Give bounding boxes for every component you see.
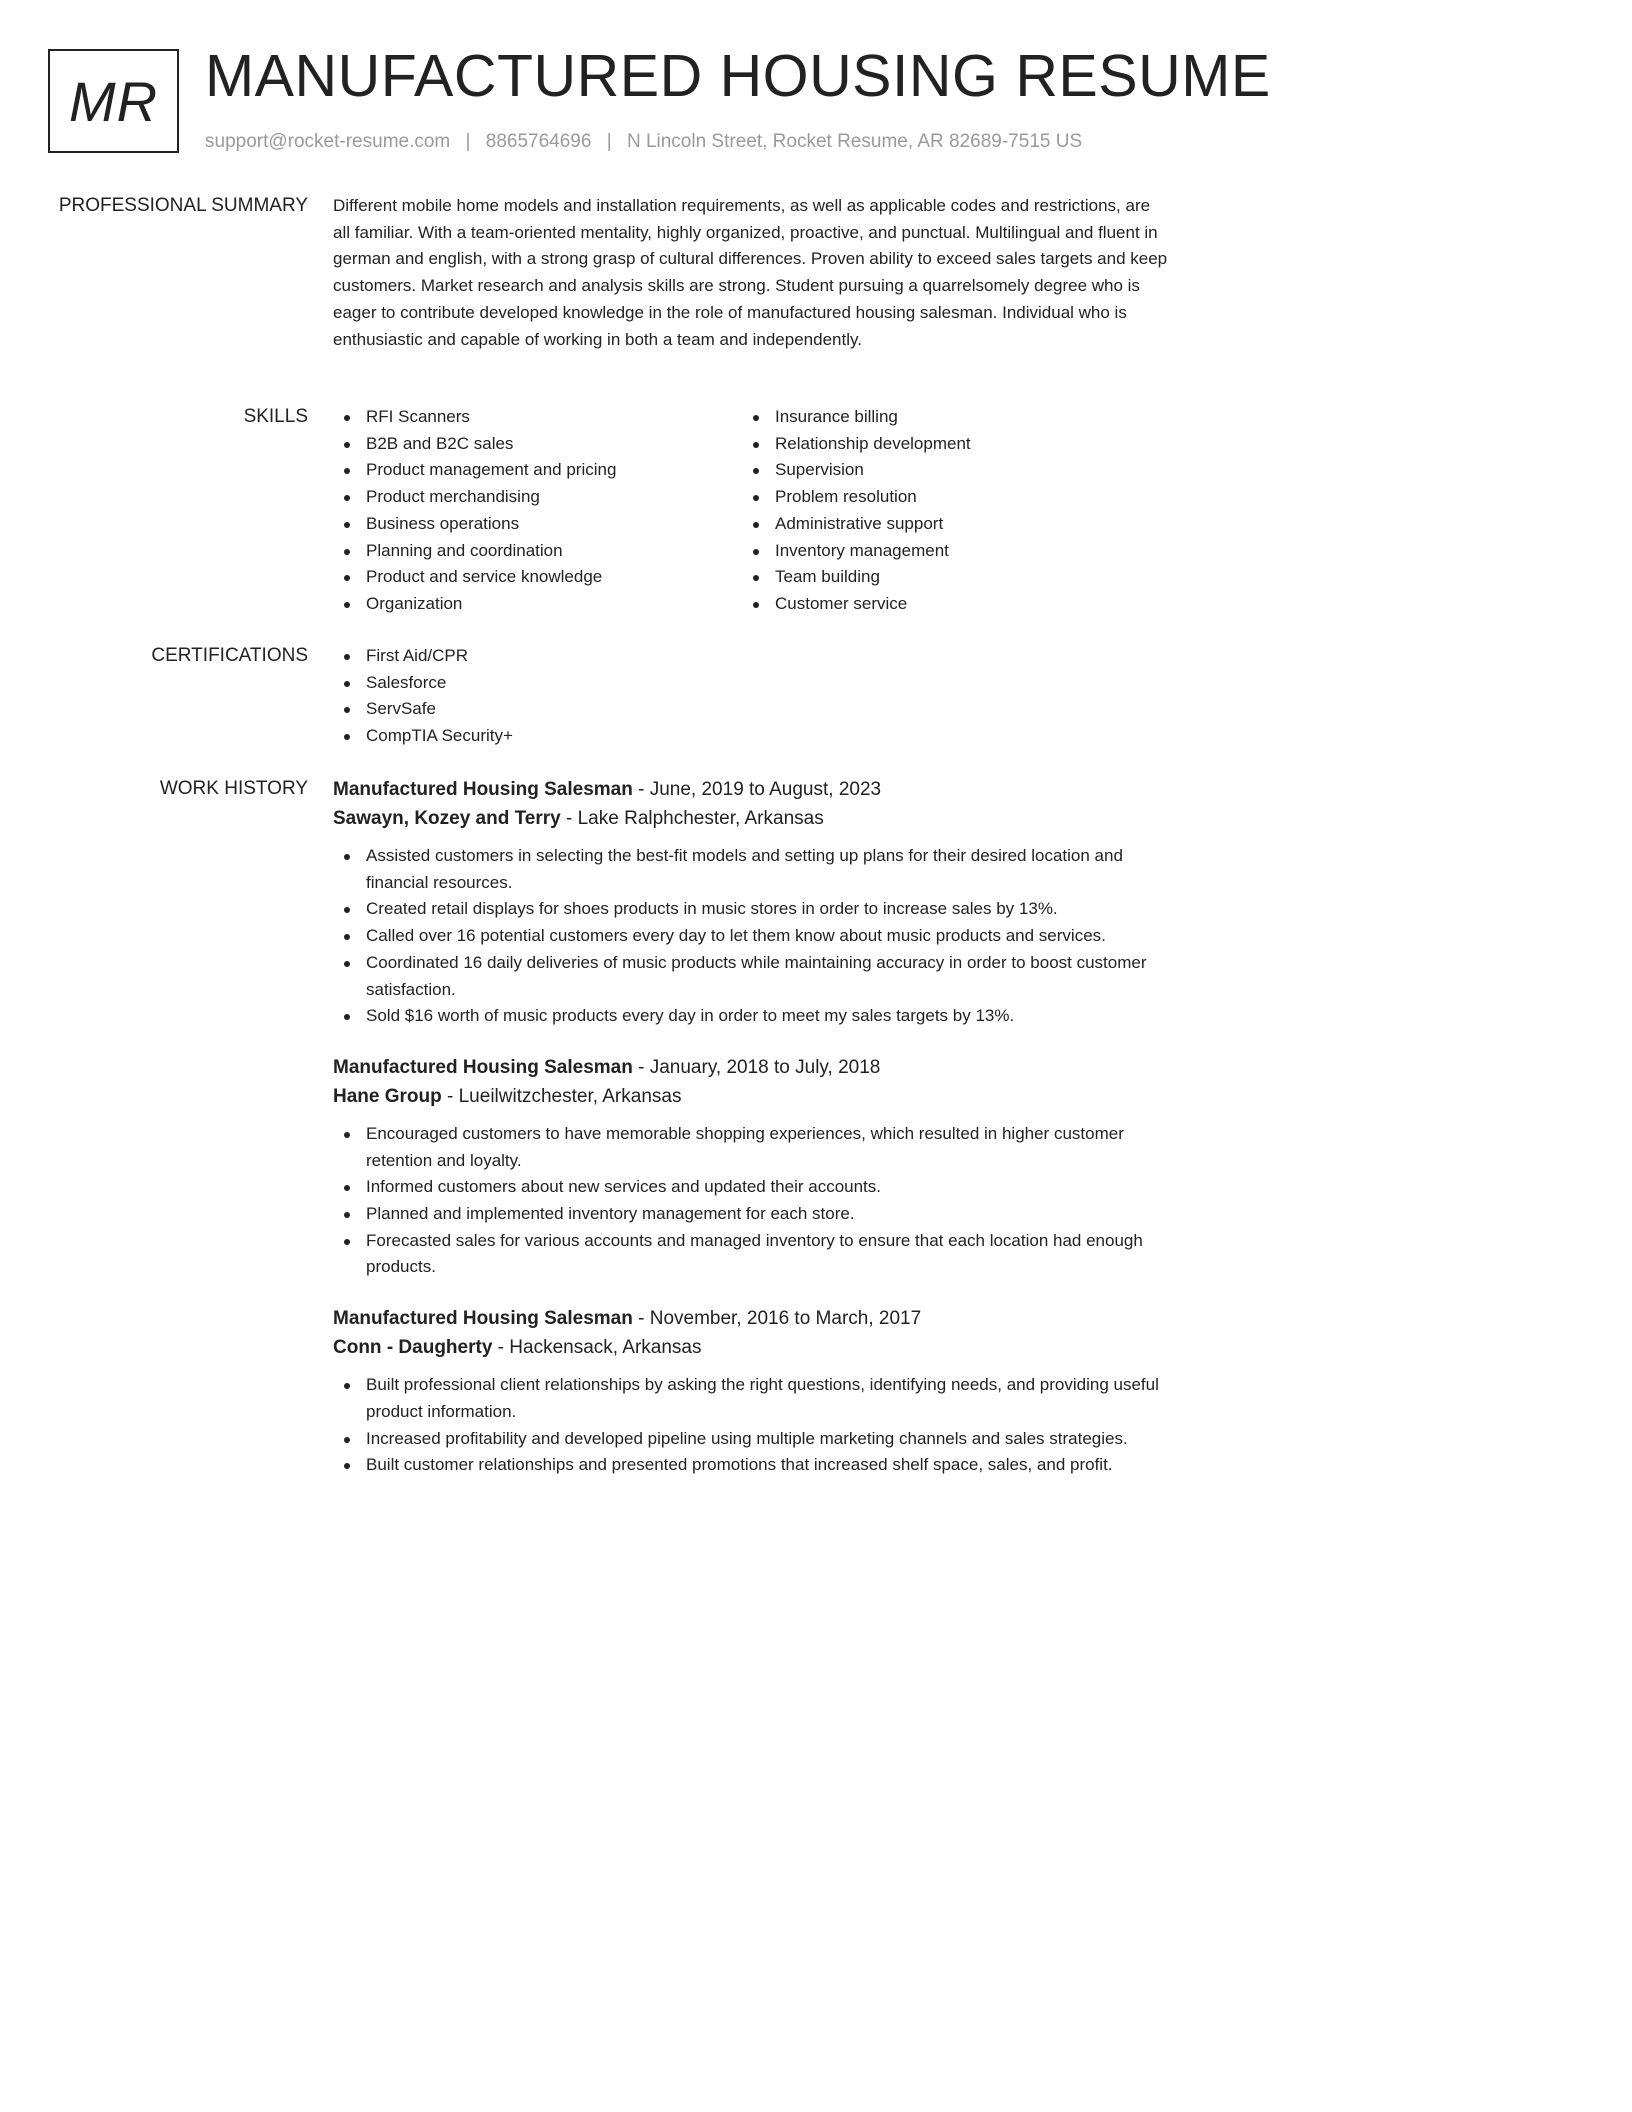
skill-item: Team building	[742, 564, 1151, 591]
contact-email[interactable]: support@rocket-resume.com	[205, 131, 451, 152]
skill-item: Product management and pricing	[333, 457, 742, 484]
skills-heading: SKILLS	[243, 406, 308, 427]
job-company: Conn - Daugherty	[333, 1337, 493, 1359]
job-title: Manufactured Housing Salesman	[333, 1308, 633, 1330]
job-company-line	[333, 1082, 1168, 1111]
job-title: Manufactured Housing Salesman	[333, 779, 633, 800]
certifications-content	[333, 643, 1168, 750]
job-bullet: Encouraged customers to have memorable shopping experiences, which resulted in higher customer retention and loyalty.	[333, 1121, 1168, 1174]
job-bullet: Planned and implemented inventory management for each store.	[333, 1201, 1168, 1228]
job-location: - Lueilwitzchester, Arkansas	[441, 1085, 682, 1107]
skills-columns	[333, 404, 1168, 618]
skill-item: Administrative support	[742, 511, 1151, 538]
job-bullet: Built professional client relationships by asking the right questions, identifying needs, and providing useful product information.	[333, 1372, 1168, 1425]
summary-text: Different mobile home models and installation requirements, as well as applicable codes and restrictions, are all familiar. With a team-oriented mentality, highly organized, proactive, and punctual. Multilingual and fluent in german and english, with a strong grasp of cultural differences. Proven ability to exceed sales targets and keep customers. Market research and analysis skills are strong. Student pursuing a quarrelsomely degree who is eager to contribute developed knowledge in the role of manufactured housing salesman. Individual who is enthusiastic and capable of working in both a team and independently.	[333, 196, 1168, 349]
job-entry	[333, 1053, 1168, 1281]
contact-phone[interactable]: 8865764696	[485, 131, 592, 152]
job-dates: - November, 2016 to March, 2017	[632, 1308, 922, 1330]
job-title-line	[333, 775, 1168, 804]
job-title-line	[333, 1053, 1168, 1082]
job-dates: - June, 2019 to August, 2023	[632, 779, 882, 800]
job-bullet: Coordinated 16 daily deliveries of music products while maintaining accuracy in order to boost customer satisfaction.	[333, 950, 1168, 1003]
job-bullet: Increased profitability and developed pipeline using multiple marketing channels and sales strategies.	[333, 1426, 1168, 1453]
certifications-list	[333, 643, 1168, 750]
skills-list-left	[333, 404, 742, 618]
job-bullet-list	[333, 1372, 1168, 1479]
skill-item: Product and service knowledge	[333, 564, 742, 591]
job-bullet: Built customer relationships and presented promotions that increased shelf space, sales, and profit.	[333, 1452, 1168, 1479]
monogram-logo: MR	[48, 49, 179, 153]
job-bullet: Informed customers about new services and updated their accounts.	[333, 1174, 1168, 1201]
job-bullet-list	[333, 843, 1168, 1030]
summary-heading: PROFESSIONAL SUMMARY	[58, 195, 308, 216]
job-title: Manufactured Housing Salesman	[333, 1056, 633, 1078]
certification-item: ServSafe	[333, 696, 1168, 723]
skill-item: Supervision	[742, 457, 1151, 484]
job-company: Sawayn, Kozey and Terry	[333, 808, 561, 829]
job-bullet-list	[333, 1121, 1168, 1281]
work-history-heading: WORK HISTORY	[159, 778, 308, 799]
job-bullet: Called over 16 potential customers every day to let them know about music products and services.	[333, 923, 1168, 950]
job-company: Hane Group	[333, 1085, 442, 1107]
certifications-heading: CERTIFICATIONS	[151, 645, 308, 666]
contact-separator: |	[606, 131, 612, 152]
skill-item: Business operations	[333, 511, 742, 538]
contact-line	[205, 129, 1082, 155]
skill-item: Inventory management	[742, 538, 1151, 565]
job-dates: - January, 2018 to July, 2018	[632, 1056, 881, 1078]
work-history-content	[333, 775, 1168, 1502]
job-bullet: Sold $16 worth of music products every day in order to meet my sales targets by 13%.	[333, 1003, 1168, 1030]
job-location: - Hackensack, Arkansas	[492, 1337, 702, 1359]
job-company-line	[333, 1333, 1168, 1362]
job-location: - Lake Ralphchester, Arkansas	[560, 808, 824, 829]
skill-item: RFI Scanners	[333, 404, 742, 431]
job-title-line	[333, 1304, 1168, 1333]
skill-item: Organization	[333, 591, 742, 618]
job-bullet: Created retail displays for shoes products in music stores in order to increase sales by 13%.	[333, 896, 1168, 923]
certification-item: First Aid/CPR	[333, 643, 1168, 670]
job-bullet: Forecasted sales for various accounts and managed inventory to ensure that each location had enough products.	[333, 1228, 1168, 1281]
skill-item: Insurance billing	[742, 404, 1151, 431]
job-entry	[333, 1304, 1168, 1479]
skill-item: Planning and coordination	[333, 538, 742, 565]
resume-title: MANUFACTURED HOUSING RESUME	[205, 43, 1271, 109]
skill-item: Relationship development	[742, 431, 1151, 458]
skills-list-right	[742, 404, 1151, 618]
job-entry	[333, 775, 1168, 1030]
job-bullet: Assisted customers in selecting the best-fit models and setting up plans for their desired location and financial resources.	[333, 843, 1168, 896]
skill-item: Product merchandising	[333, 484, 742, 511]
contact-address: N Lincoln Street, Rocket Resume, AR 82689-7515 US	[626, 131, 1083, 152]
job-company-line	[333, 804, 1168, 833]
contact-separator: |	[465, 131, 471, 152]
skill-item: Customer service	[742, 591, 1151, 618]
certification-item: Salesforce	[333, 670, 1168, 697]
skill-item: B2B and B2C sales	[333, 431, 742, 458]
certification-item: CompTIA Security+	[333, 723, 1168, 750]
skill-item: Problem resolution	[742, 484, 1151, 511]
